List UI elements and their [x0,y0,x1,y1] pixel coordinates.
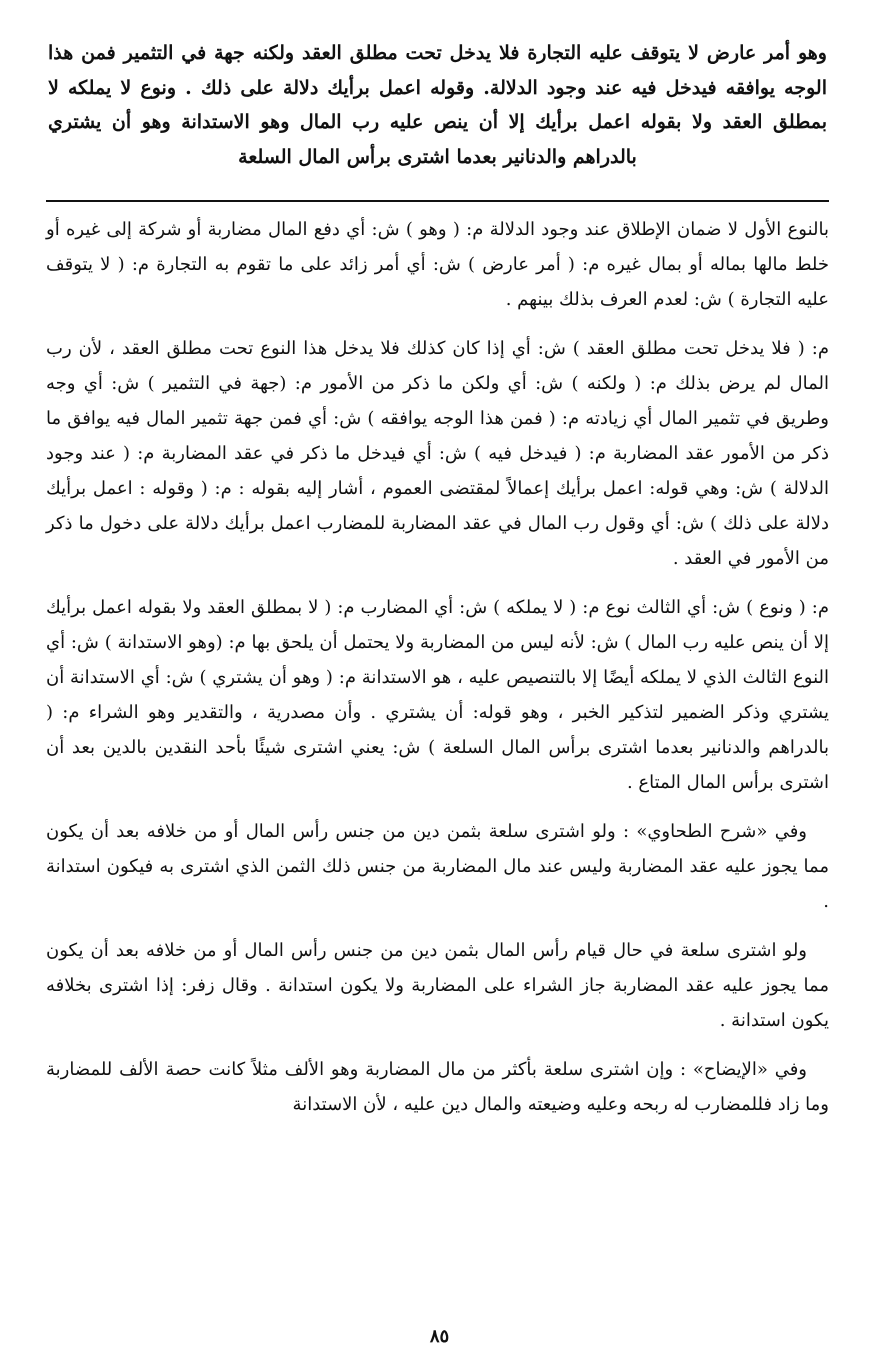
commentary-paragraph-5: ولو اشترى سلعة في حال قيام رأس المال بثمن دين من جنس رأس المال أو من خلافه بعد أن يكون مما يجوز عليه عقد المضاربة جاز الشراء على المضاربة ولا يكون استدانة . وقال زفر: إذا اشترى بخلافه يكون استدانة . [46,940,829,1031]
section-divider [46,200,829,202]
matn-text: وهو أمر عارض لا يتوقف عليه التجارة فلا يدخل تحت مطلق العقد ولكنه جهة في التثمير فمن هذا الوجه يوافقه فيدخل فيه عند وجود الدلالة. وقوله اعمل برأيك دلالة على ذلك . ونوع لا يملكه لا بمطلق العقد ولا بقوله اعمل برأيك إلا أن ينص عليه رب المال وهو الاستدانة وهو أن يشتري بالدراهم والدنانير بعدما اشترى برأس المال السلعة [48,42,827,168]
commentary-paragraph-6: وفي «الإيضاح» : وإن اشترى سلعة بأكثر من مال المضاربة وهو الألف مثلاً كانت حصة الألف للمضاربة وما زاد فللمضارب له ربحه وعليه وضيعته والمال دين عليه ، لأن الاستدانة [46,1059,829,1115]
page-number: ٨٥ [429,1326,450,1347]
commentary-paragraph-3: م: ( ونوع ) ش: أي الثالث نوع م: ( لا يملكه ) ش: أي المضارب م: ( لا بمطلق العقد ولا بقوله اعمل برأيك إلا أن ينص عليه رب المال ) ش: لأنه ليس من المضاربة ولا يحتمل أن يلحق بها م: (وهو الاستدانة ) ش: أي النوع الثالث الذي لا يملكه أيضًا إلا بالتنصيص عليه ، هو الاستدانة م: ( وهو أن يشتري ) ش: أي الاستدانة أن يشتري وذكر الضمير لتذكير الخبر ، وهو قوله: أن يشتري . وأن مصدرية ، والتقدير وهو الشراء م: ( بالدراهم والدنانير بعدما اشترى برأس المال السلعة ) ش: يعني اشترى شيئًا بأحد النقدين بالدين بعد أن اشترى برأس المال المتاع . [46,597,829,793]
commentary-paragraph-2: م: ( فلا يدخل تحت مطلق العقد ) ش: أي إذا كان كذلك فلا يدخل هذا النوع تحت مطلق العقد ، لأن رب المال لم يرض بذلك م: ( ولكنه ) ش: أي ولكن ما ذكر من الأمور م: (جهة في التثمير ) ش: أي وجه وطريق في تثمير المال أي زيادته م: ( فمن هذا الوجه يوافقه ) ش: أي فمن جهة تثمير المال فيه يوافق ما ذكر من الأمور عقد المضاربة م: ( فيدخل فيه ) ش: أي فيدخل ما ذكر في عقد المضاربة م: ( عند وجود الدلالة ) ش: وهي قوله: اعمل برأيك إعمالاً لمقتضى العموم ، أشار إليه بقوله : م: ( وقوله : اعمل برأيك دلالة على ذلك ) ش: أي وقول رب المال في عقد المضاربة للمضارب اعمل برأيك دلالة على دخول ما ذكر من الأمور في العقد . [46,338,829,569]
commentary [46,212,829,1122]
commentary-paragraph-4: وفي «شرح الطحاوي» : ولو اشترى سلعة بثمن دين من جنس رأس المال أو من خلافه بعد أن يكون مما يجوز عليه عقد المضاربة وليس عند مال المضاربة من جنس ذلك الثمن الذي اشترى به فيكون استدانة . [46,821,829,912]
commentary-paragraph-1: بالنوع الأول لا ضمان الإطلاق عند وجود الدلالة م: ( وهو ) ش: أي دفع المال مضاربة أو شركة إلى غيره أو خلط مالها بماله أو بمال غيره م: ( أمر عارض ) ش: أي أمر زائد على ما تقوم به التجارة م: ( لا يتوقف عليه التجارة ) ش: لعدم العرف بذلك بينهم . [46,219,830,310]
